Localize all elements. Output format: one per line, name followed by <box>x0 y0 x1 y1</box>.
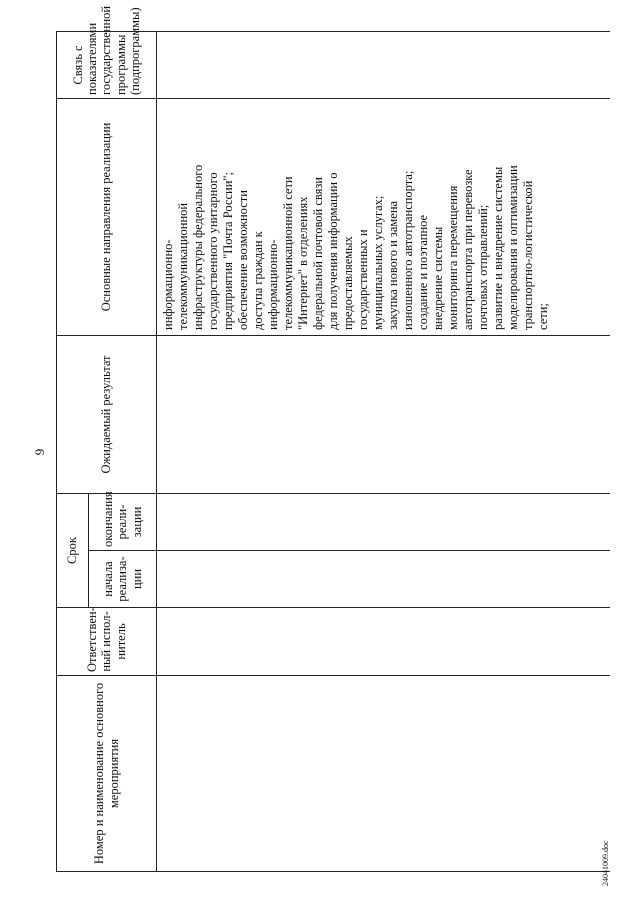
direction-line: развитие и внедрение системы <box>491 166 505 330</box>
direction-line: автотранспорта при перевозке <box>461 169 475 330</box>
direction-line: телекоммуникационной сети <box>281 176 295 330</box>
program-table <box>56 5 610 872</box>
footer-filename: 24041009.doc <box>601 840 610 886</box>
direction-line: мониторинга перемещения <box>446 185 460 330</box>
direction-line: инфраструктуры федерального <box>191 164 205 330</box>
direction-line: создание и поэтапное <box>416 214 430 330</box>
cell-term-start <box>157 551 611 608</box>
rotated-page <box>30 5 610 872</box>
header-result: Ожидаемый результат <box>57 335 157 493</box>
direction-line: телекоммуникационной <box>176 202 190 330</box>
direction-line: муниципальных услугах; <box>371 195 385 330</box>
direction-line: сети; <box>536 303 550 330</box>
direction-line: информационно- <box>266 239 280 330</box>
direction-line: предоставляемых <box>341 236 355 330</box>
cell-indicators <box>157 31 611 98</box>
cell-directions <box>157 98 611 335</box>
direction-line: внедрение системы <box>431 226 445 330</box>
direction-line: почтовых отправлений; <box>476 204 490 330</box>
header-term: Срок <box>57 493 89 607</box>
cell-term-end <box>157 493 611 550</box>
direction-line: информационно- <box>161 239 175 330</box>
direction-line: федеральной почтовой связи <box>311 176 325 330</box>
direction-line: "Интернет" в отделениях <box>296 196 310 330</box>
header-activity: Номер и наименование основного мероприятия <box>57 676 157 872</box>
direction-line: для получения информации о <box>326 172 340 330</box>
direction-line: государственного унитарного <box>206 172 220 330</box>
direction-line: государственных и <box>356 229 370 330</box>
direction-line: предприятия "Почта России"; <box>221 172 235 330</box>
cell-activity <box>157 676 611 872</box>
direction-line: закупка нового и замена <box>386 200 400 330</box>
direction-line: моделирования и оптимизации <box>506 165 520 330</box>
header-indicators: Связь с показателями государственной программы (подпрограммы) <box>57 31 157 98</box>
direction-line: изношенного автотранспорта; <box>401 170 415 330</box>
header-term-start: начала реализа-ции <box>89 551 157 608</box>
header-directions: Основные направления реализации <box>57 98 157 335</box>
direction-line: транспортно-логистической <box>521 180 535 330</box>
direction-line: обеспечение возможности <box>236 190 250 330</box>
direction-line: доступа граждан к <box>251 231 265 330</box>
cell-result <box>157 335 611 493</box>
header-term-end: окончания реали-зации <box>89 493 157 550</box>
header-executor: Ответствен-ный испол-нитель <box>57 608 157 676</box>
page-number: 9 <box>32 448 47 456</box>
cell-executor <box>157 608 611 676</box>
